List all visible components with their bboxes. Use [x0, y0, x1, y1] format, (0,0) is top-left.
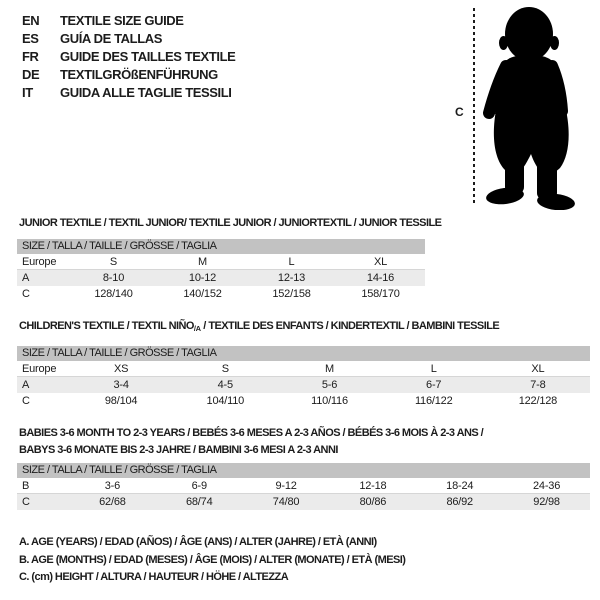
guide-title-en: TEXTILE SIZE GUIDE [60, 13, 184, 28]
table-cell: 5-6 [321, 379, 338, 391]
table-cell: S [221, 363, 229, 375]
table-cell: XL [531, 363, 545, 375]
language-row-en [22, 12, 235, 30]
legend-height-cm: C. (cm) HEIGHT / ALTURA / HAUTEUR / HÖHE / ALTEZZA [19, 571, 289, 583]
table-cell: 86/92 [446, 496, 473, 508]
language-row-es [22, 30, 235, 48]
table-cell: 14-16 [366, 272, 395, 284]
table-cell: 3-4 [113, 379, 129, 391]
table-cell: 6-7 [426, 379, 442, 391]
junior-section-title: JUNIOR TEXTILE / TEXTIL JUNIOR/ TEXTILE JUNIOR / JUNIORTEXTIL / JUNIOR TESSILE [19, 217, 442, 229]
language-code: FR [22, 49, 39, 64]
table-row-height [17, 494, 590, 510]
language-title-list [22, 12, 235, 102]
table-cell: 98/104 [104, 395, 138, 407]
children-title-subscript: /A [193, 324, 201, 333]
row-label: Europe [22, 363, 57, 375]
height-measure-dashed-line [473, 8, 475, 205]
size-header-bar: SIZE / TALLA / TAILLE / GRÖSSE / TAGLIA [17, 239, 425, 254]
table-cell: 6-9 [191, 480, 207, 492]
table-cell: 7-8 [530, 379, 546, 391]
language-code: ES [22, 31, 39, 46]
table-cell: 8-10 [102, 272, 125, 284]
table-cell: 140/152 [183, 288, 222, 300]
table-cell: 4-5 [217, 379, 233, 391]
table-row-age [17, 270, 425, 286]
table-cell: 110/116 [311, 395, 348, 407]
table-row-height [17, 286, 425, 302]
language-row-de [22, 66, 235, 84]
junior-size-table [17, 239, 425, 302]
table-cell: 24-36 [532, 480, 561, 492]
table-cell: XS [113, 363, 129, 375]
children-title-post: / TEXTILE DES ENFANTS / KINDERTEXTIL / BAMBINI TESSILE [200, 320, 500, 332]
table-cell: 3-6 [104, 480, 121, 492]
baby-silhouette-icon [479, 2, 594, 210]
row-label: C [22, 288, 30, 300]
language-code: DE [22, 67, 40, 82]
table-cell: 12-13 [277, 272, 306, 284]
table-cell: 68/74 [185, 496, 213, 508]
table-row-europe [17, 361, 590, 377]
babies-title-line1: BABIES 3-6 MONTH TO 2-3 YEARS / BEBÉS 3-6 MESES A 2-3 AÑOS / BÉBÉS 3-6 MOIS À 2-3 ANS / [19, 427, 484, 439]
guide-title-fr: GUIDE DES TAILLES TEXTILE [60, 49, 236, 64]
language-code: EN [22, 13, 40, 28]
table-cell: 62/68 [99, 496, 126, 508]
row-label: A [22, 272, 30, 284]
table-cell: 122/128 [518, 395, 558, 407]
table-cell: 128/140 [94, 288, 133, 300]
table-row-age [17, 377, 590, 393]
table-cell: 152/158 [272, 288, 311, 300]
guide-title-es: GUÍA DE TALLAS [60, 31, 163, 46]
row-label: Europe [22, 256, 57, 268]
row-label: C [22, 395, 30, 407]
table-cell: 10-12 [188, 272, 217, 284]
babies-size-table [17, 463, 590, 510]
table-cell: 80/86 [359, 496, 387, 508]
row-label: A [22, 379, 30, 391]
table-cell: 158/170 [361, 288, 400, 300]
legend-age-years: A. AGE (YEARS) / EDAD (AÑOS) / ÂGE (ANS) / ALTER (JAHRE) / ETÀ (ANNI) [19, 536, 377, 548]
table-cell: 12-18 [359, 480, 387, 492]
height-measure-label: C [455, 105, 464, 119]
table-cell: 92/98 [533, 496, 560, 508]
children-title-pre: CHILDREN'S TEXTILE / TEXTIL NIÑO [19, 320, 194, 332]
row-label: C [22, 496, 30, 508]
children-size-table [17, 346, 590, 409]
size-header-bar: SIZE / TALLA / TAILLE / GRÖSSE / TAGLIA [17, 346, 590, 361]
table-cell: M [198, 256, 207, 268]
table-row-europe [17, 254, 425, 270]
table-row-height [17, 393, 590, 409]
babies-title-line2: BABYS 3-6 MONATE BIS 2-3 JAHRE / BAMBINI 3-6 MESI A 2-3 ANNI [19, 443, 338, 456]
table-cell: 9-12 [275, 480, 297, 492]
table-row-age-months [17, 478, 590, 494]
language-row-it [22, 84, 235, 102]
table-cell: 74/80 [272, 496, 300, 508]
row-label: B [22, 480, 30, 492]
language-code: IT [22, 85, 33, 100]
size-header-bar: SIZE / TALLA / TAILLE / GRÖSSE / TAGLIA [17, 463, 590, 478]
measurement-legend [19, 534, 405, 587]
table-cell: 116/122 [414, 395, 453, 407]
language-row-fr [22, 48, 235, 66]
table-cell: 104/110 [206, 395, 245, 407]
table-cell: 18-24 [446, 480, 474, 492]
babies-section-title [19, 425, 483, 458]
table-cell: XL [373, 256, 388, 268]
legend-age-months: B. AGE (MONTHS) / EDAD (MESES) / ÂGE (MOIS) / ALTER (MONATE) / ETÀ (MESI) [19, 553, 406, 566]
table-cell: L [430, 363, 437, 375]
table-cell: S [109, 256, 118, 268]
children-section-title [19, 320, 499, 333]
table-cell: L [288, 256, 295, 268]
guide-title-it: GUIDA ALLE TAGLIE TESSILI [60, 85, 232, 100]
guide-title-de: TEXTILGRÖßENFÜHRUNG [60, 67, 218, 82]
table-cell: M [325, 363, 334, 375]
